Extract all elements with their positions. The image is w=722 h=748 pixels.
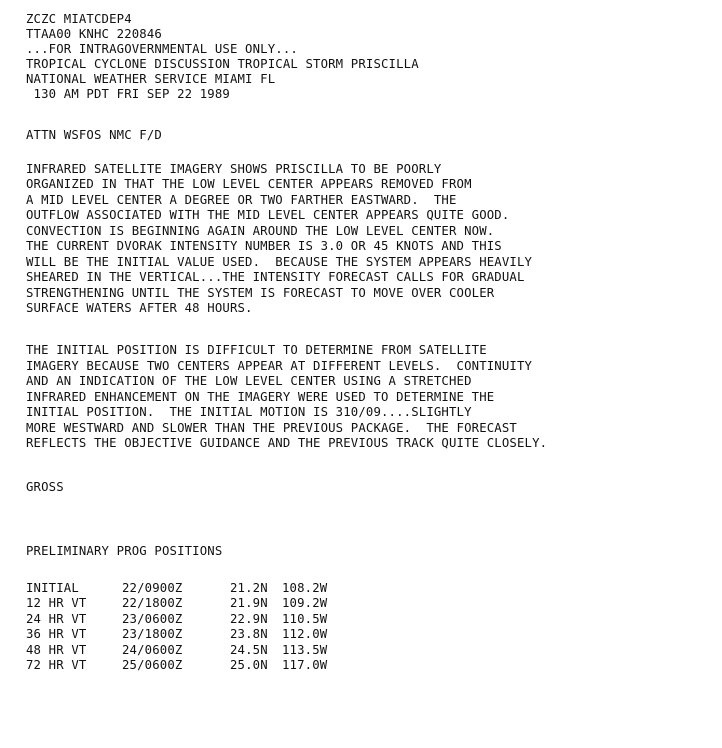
prog-row-longitude: 110.5W — [282, 612, 328, 626]
paragraph1-line: STRENGTHENING UNTIL THE SYSTEM IS FORECAST TO MOVE OVER COOLER — [26, 286, 495, 300]
header-line-office: NATIONAL WEATHER SERVICE MIAMI FL — [26, 72, 276, 86]
paragraph2-line: INFRARED ENHANCEMENT ON THE IMAGERY WERE USED TO DETERMINE THE — [26, 390, 495, 404]
table-row — [26, 658, 328, 673]
prog-row-latitude: 25.0N — [230, 658, 268, 672]
prog-row-time: 23/0600Z — [122, 612, 183, 626]
attn-line: ATTN WSFOS NMC F/D — [26, 128, 162, 142]
prog-row-label: 48 HR VT — [26, 643, 87, 657]
header-line-title: TROPICAL CYCLONE DISCUSSION TROPICAL STORM PRISCILLA — [26, 57, 419, 71]
prog-positions-title: PRELIMINARY PROG POSITIONS — [26, 544, 223, 558]
prog-row-time: 22/1800Z — [122, 596, 183, 610]
prog-row-label: 36 HR VT — [26, 627, 87, 641]
paragraph1-line: ORGANIZED IN THAT THE LOW LEVEL CENTER APPEARS REMOVED FROM — [26, 177, 472, 191]
prog-row-label: INITIAL — [26, 581, 79, 595]
prog-row-longitude: 108.2W — [282, 581, 328, 595]
paragraph2-line: REFLECTS THE OBJECTIVE GUIDANCE AND THE PREVIOUS TRACK QUITE CLOSELY. — [26, 436, 548, 450]
table-row — [26, 581, 328, 596]
paragraph1-line: A MID LEVEL CENTER A DEGREE OR TWO FARTHER EASTWARD. THE — [26, 193, 457, 207]
prog-row-latitude: 24.5N — [230, 643, 268, 657]
paragraph1-line: SURFACE WATERS AFTER 48 HOURS. — [26, 301, 253, 315]
prog-row-longitude: 109.2W — [282, 596, 328, 610]
paragraph1-line: OUTFLOW ASSOCIATED WITH THE MID LEVEL CENTER APPEARS QUITE GOOD. — [26, 208, 510, 222]
prog-row-label: 72 HR VT — [26, 658, 87, 672]
header-line-bulletin-id: ZCZC MIATCDEP4 — [26, 12, 132, 26]
prog-row-longitude: 112.0W — [282, 627, 328, 641]
paragraph1-line: CONVECTION IS BEGINNING AGAIN AROUND THE LOW LEVEL CENTER NOW. — [26, 224, 495, 238]
prog-row-latitude: 21.2N — [230, 581, 268, 595]
prog-row-label: 12 HR VT — [26, 596, 87, 610]
prog-row-time: 25/0600Z — [122, 658, 183, 672]
prog-row-time: 24/0600Z — [122, 643, 183, 657]
paragraph2-line: MORE WESTWARD AND SLOWER THAN THE PREVIOUS PACKAGE. THE FORECAST — [26, 421, 517, 435]
paragraph1-line: THE CURRENT DVORAK INTENSITY NUMBER IS 3.0 OR 45 KNOTS AND THIS — [26, 239, 502, 253]
prog-row-time: 22/0900Z — [122, 581, 183, 595]
table-row — [26, 643, 328, 658]
prog-row-latitude: 23.8N — [230, 627, 268, 641]
table-row — [26, 612, 328, 627]
prog-row-longitude: 113.5W — [282, 643, 328, 657]
header-line-issue-time: 130 AM PDT FRI SEP 22 1989 — [26, 87, 230, 101]
prog-row-time: 23/1800Z — [122, 627, 183, 641]
paragraph2-line: AND AN INDICATION OF THE LOW LEVEL CENTER USING A STRETCHED — [26, 374, 472, 388]
prog-row-longitude: 117.0W — [282, 658, 328, 672]
paragraph1-line: SHEARED IN THE VERTICAL...THE INTENSITY FORECAST CALLS FOR GRADUAL — [26, 270, 525, 284]
header-line-restriction: ...FOR INTRAGOVERNMENTAL USE ONLY... — [26, 42, 298, 56]
paragraph1-line: INFRARED SATELLITE IMAGERY SHOWS PRISCILLA TO BE POORLY — [26, 162, 442, 176]
table-row — [26, 627, 328, 642]
paragraph2-line: INITIAL POSITION. THE INITIAL MOTION IS 310/09....SLIGHTLY — [26, 405, 472, 419]
header-line-wmo-heading: TTAA00 KNHC 220846 — [26, 27, 162, 41]
table-row — [26, 596, 328, 611]
prog-row-label: 24 HR VT — [26, 612, 87, 626]
paragraph2-line: THE INITIAL POSITION IS DIFFICULT TO DETERMINE FROM SATELLITE — [26, 343, 487, 357]
forecaster-signature: GROSS — [26, 480, 64, 494]
paragraph2-line: IMAGERY BECAUSE TWO CENTERS APPEAR AT DIFFERENT LEVELS. CONTINUITY — [26, 359, 533, 373]
prog-row-latitude: 22.9N — [230, 612, 268, 626]
prog-row-latitude: 21.9N — [230, 596, 268, 610]
paragraph1-line: WILL BE THE INITIAL VALUE USED. BECAUSE THE SYSTEM APPEARS HEAVILY — [26, 255, 533, 269]
